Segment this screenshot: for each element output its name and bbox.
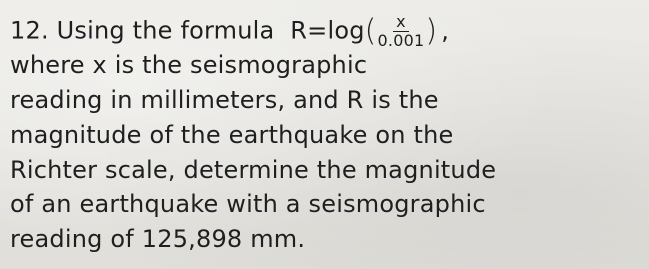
problem-first-line <box>10 14 449 49</box>
formula-denominator: 0.001 <box>377 31 425 50</box>
formula-numerator: x <box>393 14 409 32</box>
formula-lhs: R <box>290 16 308 45</box>
problem-line-2: where x is the seismographic <box>10 51 368 79</box>
formula-equals: = <box>307 16 328 45</box>
problem-line-4: magnitude of the earthquake on the <box>10 121 454 149</box>
formula-open-paren: ( <box>364 13 377 49</box>
richter-formula <box>290 14 449 49</box>
problem-line-7: reading of 125,898 mm. <box>10 225 306 253</box>
formula-log: log <box>327 16 365 45</box>
formula-fraction <box>378 14 425 49</box>
formula-close-paren: ) <box>425 13 438 49</box>
problem-number: 12. <box>10 16 49 45</box>
problem-line-5: Richter scale, determine the magnitude <box>10 156 497 184</box>
problem-intro-text: Using the formula <box>56 16 275 45</box>
problem-line-3: reading in millimeters, and R is the <box>10 86 439 114</box>
formula-trailing-comma: , <box>441 16 450 45</box>
problem-line-6: of an earthquake with a seismographic <box>10 190 486 218</box>
